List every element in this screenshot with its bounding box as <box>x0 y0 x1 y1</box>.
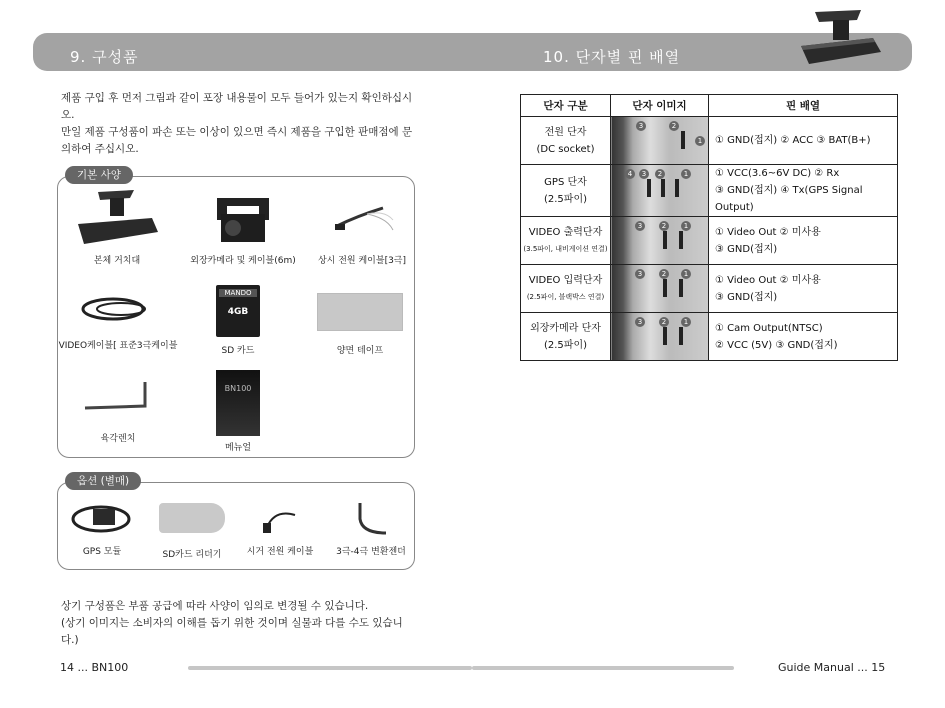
header-connector-image: 단자 이미지 <box>611 95 709 117</box>
footer-page-right: Guide Manual ... 15 <box>778 661 886 674</box>
item-label: 상시 전원 케이블[3극] <box>317 256 407 266</box>
plug-image: 3 2 1 <box>611 265 709 313</box>
table-row: 전원 단자 (DC socket) 3 2 1 ① GND(접지) ② ACC ③ BAT(B+) <box>521 117 898 165</box>
video-cable-icon <box>73 285 163 335</box>
sd-card-reader-icon <box>159 503 225 533</box>
item-converter <box>328 497 414 557</box>
note-1: 상기 구성품은 부품 공급에 따라 사양이 임의로 변경될 수 있습니다. <box>61 600 369 612</box>
item-label: 3극-4극 변환젠더 <box>336 547 406 557</box>
plug-image: 3 2 1 <box>611 313 709 361</box>
item-gps-module <box>60 497 144 557</box>
footer-divider-right <box>472 666 734 670</box>
item-manual <box>198 370 278 453</box>
item-power-cable <box>308 190 416 266</box>
note-2: (상기 이미지는 소비자의 이해를 돕기 위한 것이며 실물과 다를 수도 있습니다.) <box>61 617 403 646</box>
footer-divider-left <box>188 666 472 670</box>
item-label: 본체 거치대 <box>93 256 141 266</box>
item-label: 양면 테이프 <box>336 346 384 356</box>
cigar-cable-icon <box>255 497 305 541</box>
hex-wrench-icon <box>73 370 163 428</box>
item-label: GPS 모듈 <box>82 547 122 557</box>
gps-module-icon <box>67 497 137 541</box>
table-row: GPS 단자 (2.5파이) 4 3 2 1 ① VCC(3.6~6V DC) ② Rx ③ GND(접지) ④ Tx(GPS Signal Output) <box>521 165 898 217</box>
item-hex-wrench <box>58 370 178 444</box>
item-label: 외장카메라 및 케이블(6m) <box>190 256 296 266</box>
manual-cover-icon: BN100 <box>216 370 260 436</box>
item-sd-card <box>198 285 278 356</box>
plug-image: 4 3 2 1 <box>611 165 709 217</box>
item-video-cable <box>58 285 178 351</box>
item-label: SD 카드 <box>221 346 255 356</box>
converter-gender-icon <box>346 497 396 541</box>
section-header-bar <box>33 33 912 71</box>
table-header-row <box>521 95 898 117</box>
dashcam-device-icon <box>795 8 885 68</box>
option-components-label: 옵션 (별매) <box>65 472 141 490</box>
pin-layout-table <box>520 94 898 361</box>
item-label: SD카드 리더기 <box>162 550 222 560</box>
item-double-tape <box>305 285 415 356</box>
table-row: 외장카메라 단자 (2.5파이) 3 2 1 ① Cam Output(NTSC) ② VCC (5V) ③ GND(접지) <box>521 313 898 361</box>
item-label: 메뉴얼 <box>224 443 252 453</box>
section-title-components: 9. 구성품 <box>70 48 139 66</box>
basic-components-label: 기본 사양 <box>65 166 133 184</box>
footer-page-left: 14 ... BN100 <box>60 661 129 674</box>
power-cable-icon <box>327 190 397 250</box>
table-row: VIDEO 출력단자 (3.5파이, 내비게이션 연결) 3 2 1 ① Video Out ② 미사용 ③ GND(접지) <box>521 217 898 265</box>
table-row: VIDEO 입력단자 (2.5파이, 블랙박스 연결) 3 2 1 ① Video Out ② 미사용 ③ GND(접지) <box>521 265 898 313</box>
sd-card-icon: MANDO 4GB <box>216 285 260 337</box>
item-label: 육각렌치 <box>100 434 136 444</box>
item-sd-reader <box>150 497 234 560</box>
intro-paragraph-1: 제품 구입 후 먼저 그림과 같이 포장 내용물이 모두 들어가 있는지 확인하십시오. <box>61 92 413 121</box>
item-main-unit <box>62 190 172 266</box>
section-title-pin-layout: 10. 단자별 핀 배열 <box>543 48 681 66</box>
item-external-camera <box>178 190 308 266</box>
dashcam-mount-icon <box>72 190 162 250</box>
header-pin-layout: 핀 배열 <box>709 95 898 117</box>
plug-image: 3 2 1 <box>611 117 709 165</box>
item-cigar-cable <box>238 497 322 557</box>
intro-paragraph-2: 만일 제품 구성품이 파손 또는 이상이 있으면 즉시 제품을 구입한 판매점에 문의하여 주십시오. <box>61 126 413 155</box>
plug-image: 3 2 1 <box>611 217 709 265</box>
item-label: VIDEO케이블[ 표준3극케이블 <box>58 341 178 351</box>
header-connector-type: 단자 구분 <box>521 95 611 117</box>
external-camera-icon <box>203 190 283 250</box>
item-label: 시거 전원 케이블 <box>246 547 314 557</box>
double-sided-tape-icon <box>317 293 403 331</box>
